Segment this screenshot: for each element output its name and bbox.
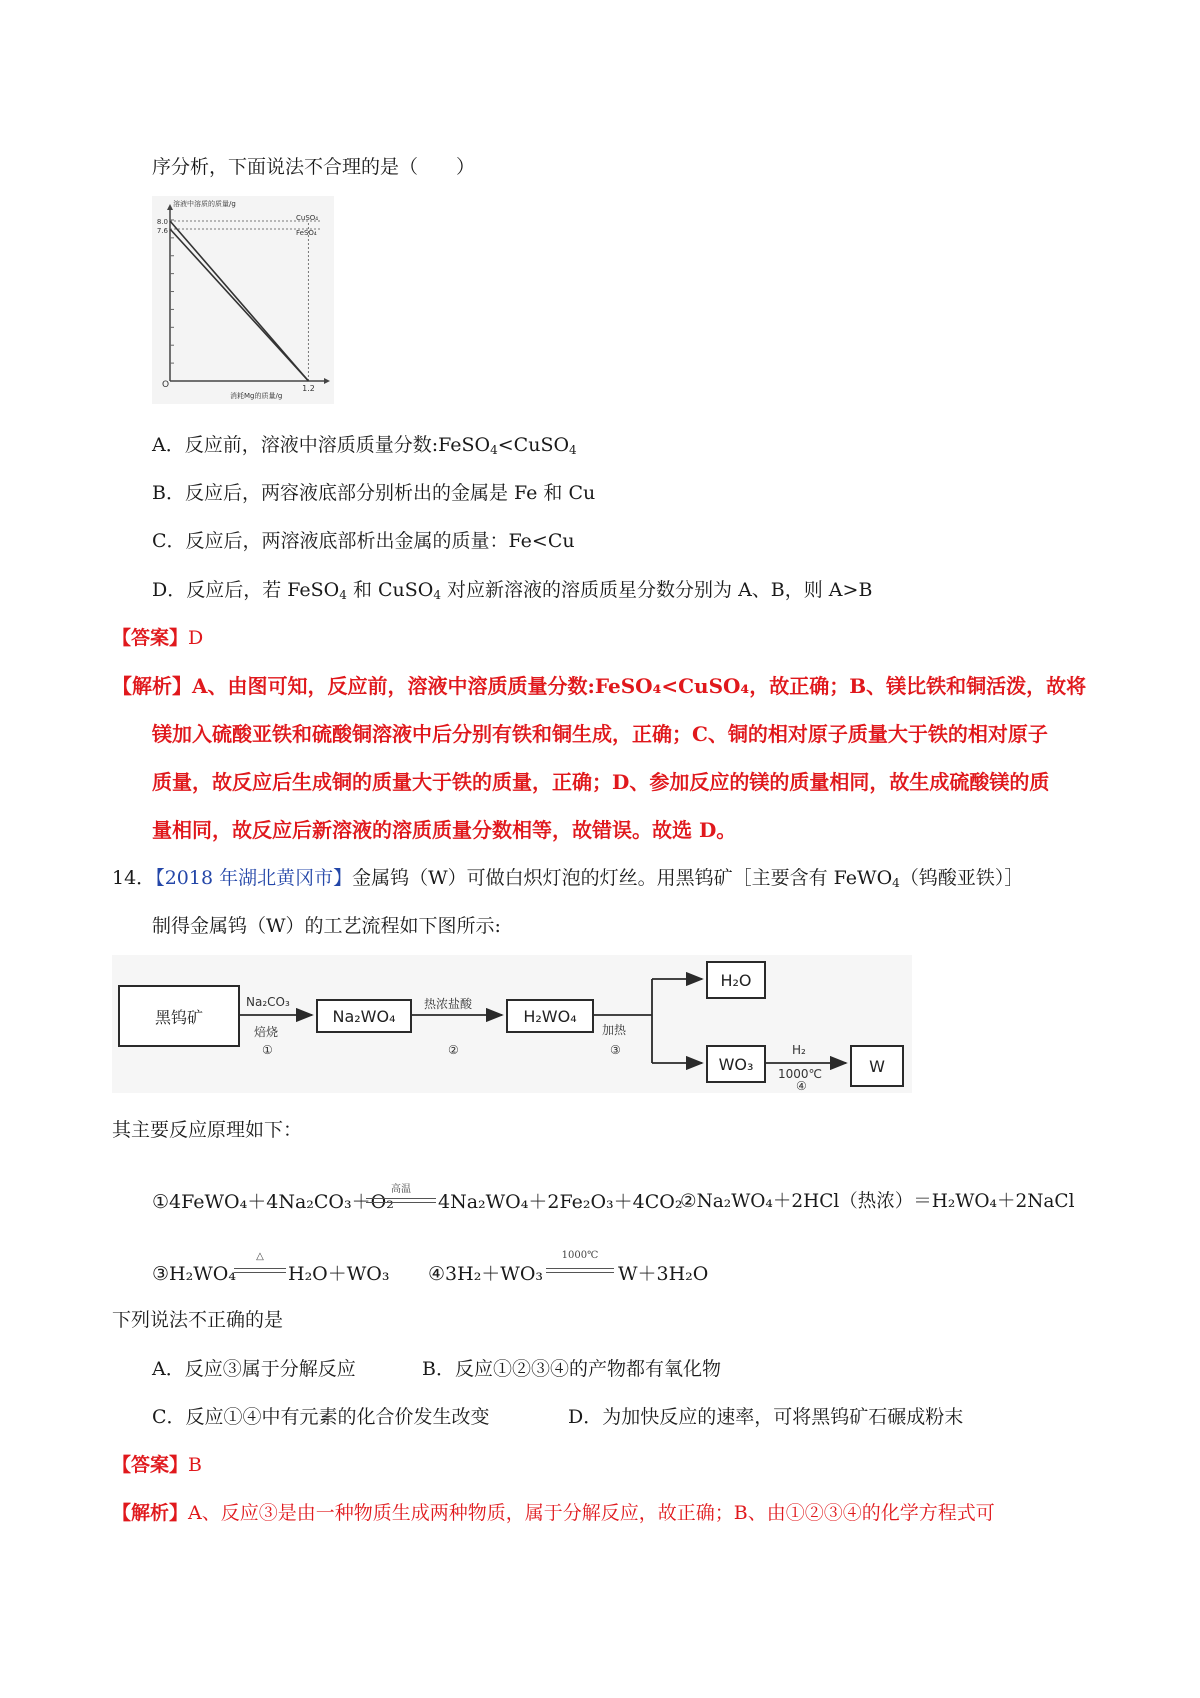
option-14-a[interactable]: A．反应③属于分解反应 (152, 1358, 356, 1380)
equation-3-condition: △ (256, 1251, 264, 1262)
flow-label-roast: 焙烧 (254, 1025, 279, 1039)
equation-1-equals (366, 1198, 436, 1203)
flow-box-black-tungsten-ore: 黑钨矿 (118, 985, 240, 1047)
flow-step-4: ④ (796, 1079, 807, 1093)
explanation-14: 【解析】A、反应③是由一种物质生成两种物质，属于分解反应，故正确；B、由①②③④的化学方程式可 (112, 1502, 995, 1524)
process-flow-diagram (112, 955, 912, 1093)
option-c[interactable]: C．反应后，两溶液底部析出金属的质量：Fe<Cu (152, 530, 575, 552)
equation-4-right: W＋3H₂O (618, 1263, 709, 1285)
y-tick-label: 8.0 (156, 218, 168, 226)
option-a[interactable]: A．反应前，溶液中溶质质量分数:FeSO$_4$<CuSO$_4$ (152, 434, 577, 457)
flow-label-hot-hcl: 热浓盐酸 (424, 997, 473, 1011)
option-14-b[interactable]: B．反应①②③④的产物都有氧化物 (422, 1358, 721, 1380)
flow-label-h2: H₂ (792, 1043, 806, 1057)
equation-4-left: ④3H₂＋WO₃ (428, 1263, 544, 1285)
option-14-d[interactable]: D．为加快反应的速率，可将黑钨矿石碾成粉末 (568, 1406, 964, 1428)
question-stem-tail: 序分析，下面说法不合理的是（ ） (152, 156, 476, 178)
flow-box-h2wo4: H₂WO₄ (506, 999, 594, 1033)
equation-4-equals (546, 1268, 614, 1273)
equation-3-equals (234, 1268, 286, 1273)
series-label-0: CuSO₄ (296, 214, 319, 222)
mass-chart-svg (152, 196, 334, 404)
mass-chart (152, 196, 334, 404)
explanation-13-line-4: 量相同，故反应后新溶液的溶质质量分数相等，故错误。故选 D。 (152, 818, 737, 842)
equation-3-left: ③H₂WO₄ (152, 1263, 236, 1285)
y-tick-label: 7.6 (156, 227, 168, 235)
series-line-1 (170, 229, 308, 381)
answer-14: 【答案】B (112, 1454, 202, 1476)
option-d[interactable]: D．反应后，若 FeSO$_4$ 和 CuSO$_4$ 对应新溶液的溶质质星分数分别为 A、B，则 A>B (152, 579, 873, 602)
x-axis-arrow (324, 378, 330, 384)
explanation-13-line-2: 镁加入硫酸亚铁和硫酸铜溶液中后分别有铁和铜生成，正确；C、铜的相对原子质量大于铁的相对原子 (152, 722, 1048, 746)
y-axis-label: 溶液中溶质的质量/g (173, 200, 236, 208)
equation-3-right: H₂O＋WO₃ (288, 1263, 390, 1285)
answer-13: 【答案】D (112, 627, 204, 649)
option-14-c[interactable]: C．反应①④中有元素的化合价发生改变 (152, 1406, 490, 1428)
x-axis-label: 消耗Mg的质量/g (230, 392, 283, 400)
question-14-stem: 14．【2018 年湖北黄冈市】金属钨（W）可做白炽灯泡的灯丝。用黑钨矿［主要含有 FeWO$_4$（钨酸亚铁）］ (112, 867, 1024, 890)
flow-label-1000c: 1000℃ (778, 1067, 823, 1081)
equation-1-condition: 高温 (391, 1184, 411, 1195)
option-b[interactable]: B．反应后，两容液底部分别析出的金属是 Fe 和 Cu (152, 482, 596, 504)
flow-box-wo3: WO₃ (706, 1045, 766, 1083)
equation-1-left: ①4FeWO₄＋4Na₂CO₃＋O₂ (152, 1191, 394, 1213)
x-tick-label: 1.2 (302, 384, 315, 393)
flow-box-w: W (850, 1045, 904, 1087)
explanation-13-line-3: 质量，故反应后生成铜的质量大于铁的质量，正确；D、参加反应的镁的质量相同，故生成硫酸镁的质 (152, 770, 1050, 794)
flow-step-2: ② (448, 1043, 459, 1057)
equation-4-condition: 1000℃ (561, 1250, 599, 1261)
flow-box-h2o: H₂O (706, 961, 766, 999)
equation-1-right: 4Na₂WO₄＋2Fe₂O₃＋4CO₂ (438, 1191, 683, 1213)
flow-step-1: ① (262, 1043, 273, 1057)
flow-step-3: ③ (610, 1043, 621, 1057)
series-label-1: FeSO₄ (296, 229, 317, 237)
flow-box-na2wo4: Na₂WO₄ (316, 999, 412, 1033)
question-14-stem-2: 制得金属钨（W）的工艺流程如下图所示: (152, 915, 501, 937)
question-14-ask: 下列说法不正确的是 (112, 1309, 284, 1331)
series-line-0 (170, 221, 308, 381)
origin-label: O (162, 380, 170, 390)
explanation-13-line-1: 【解析】A、由图可知，反应前，溶液中溶质质量分数:FeSO₄<CuSO₄，故正确；B、镁比铁和铜活泼，故将 (112, 674, 1087, 698)
flow-label-heat: 加热 (602, 1023, 627, 1037)
equation-2: ②Na₂WO₄＋2HCl（热浓）＝H₂WO₄＋2NaCl (680, 1191, 1075, 1212)
principle-intro: 其主要反应原理如下： (112, 1119, 303, 1141)
flow-label-na2co3: Na₂CO₃ (246, 995, 290, 1009)
